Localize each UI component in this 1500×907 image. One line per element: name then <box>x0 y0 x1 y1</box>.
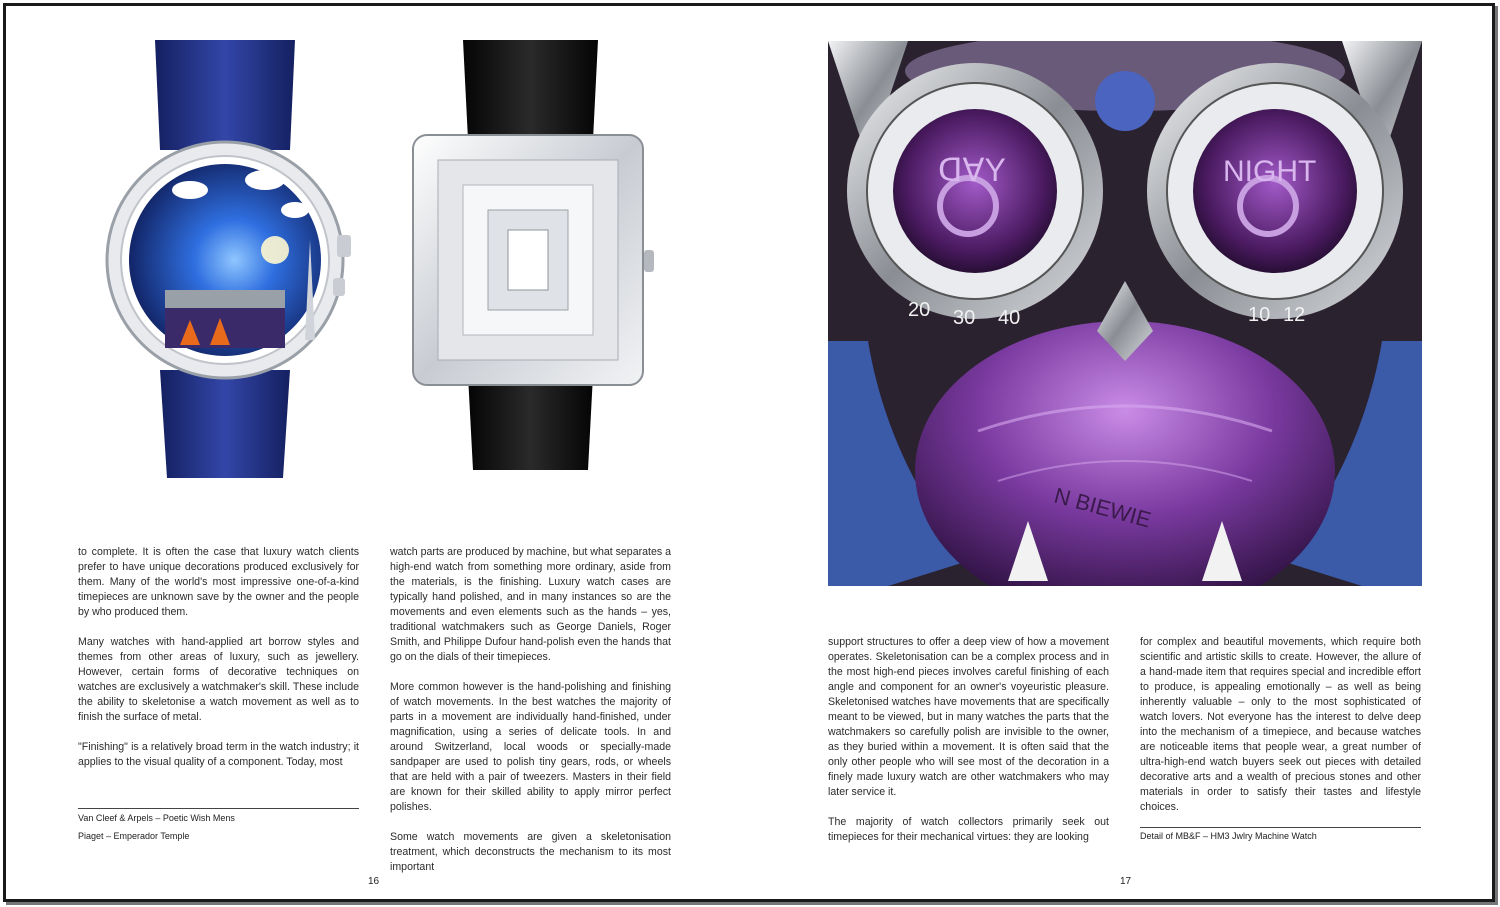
paragraph: for complex and beautiful movements, which require both scientific and artistic skills to create. However, the allure of a hand-made item that requires special and incredible effort to produce, is appealing emotionally – as well as being inherently valuable – only to the most sophisticated of watch lovers. Not everyone has the interest to delve deep into the mechanism of a timepiece, and because watches are noticeable items that people wear, a great number of ultra-high-end watch buyers seek out pieces with detailed decorative arts and a wealth of precious stones and other materials in order to satisfy their tastes and lifestyle choices. <box>1140 636 1421 813</box>
paragraph: Some watch movements are given a skeletonisation treatment, which deconstructs the mechanism to its most important <box>390 831 671 873</box>
paragraph: support structures to offer a deep view of how a movement operates. Skeletonisation can be a complex process and in the most high-end pieces involves careful finishing of each angle and component for an owner's voyeuristic pleasure. Skeletonised watches have movements that are specifically meant to be viewed, but in many watches the parts that the watchmakers so carefully polish are invisible to the owner, as they buried within a movement. It is often said that the only other people who will see most of the decoration in a finely made luxury watch are other watchmakers who may later service it. <box>828 636 1109 798</box>
mbf-owl-watch-photo <box>828 41 1422 586</box>
caption-divider <box>78 808 359 809</box>
ring-num: 20 <box>908 299 931 321</box>
ring-num: 30 <box>953 307 976 329</box>
paragraph: to complete. It is often the case that luxury watch clients prefer to have unique decorations produced exclusively for them. Many of the world's most impressive one-of-a-kind timepieces are unknown save by the owner and the people by who produced them. <box>78 546 359 618</box>
ring-num: 12 <box>1283 304 1306 326</box>
page-number-left: 16 <box>368 876 380 887</box>
paragraph: More common however is the hand-polishing and finishing of watch movements. In the best watches the majority of parts in a movement are individually hand-finished, under magnification, using a series of delicate tools. In and around Switzerland, local woods or specially-made sandpaper are used to polish tiny gears, rods, or wheels that are held with a pair of tweezers. Masters in their field are known for their skilled ability to apply mirror perfect polishes. <box>390 681 671 813</box>
paragraph: Many watches with hand-applied art borrow styles and themes from other areas of luxury, such as jewellery. However, certain forms of decorative techniques on watches are exclusively a watchmaker's skill. These include the ability to skeletonise a watch movement as well as to finish the surface of metal. <box>78 636 359 723</box>
ring-num: 10 <box>1248 304 1271 326</box>
dial-text-day: ᗡ∀Y <box>938 152 1006 188</box>
left-page-column-1 <box>78 545 359 785</box>
van-cleef-watch-image <box>95 40 365 480</box>
paragraph: "Finishing" is a relatively broad term in the watch industry; it applies to the visual quality of a component. Today, most <box>78 741 359 768</box>
amethyst-engraving: N BIEWIE <box>1051 482 1154 533</box>
piaget-watch-image <box>408 40 658 480</box>
caption-van-cleef: Van Cleef & Arpels – Poetic Wish Mens <box>78 813 235 823</box>
caption-divider <box>1140 827 1421 828</box>
right-page-column-2 <box>1140 635 1421 830</box>
ring-num: 40 <box>998 307 1021 329</box>
right-page-column-1 <box>828 635 1109 860</box>
paragraph: watch parts are produced by machine, but what separates a high-end watch from something more ordinary, aside from the materials, is the finishing. Luxury watch cases are typically hand polished, and in many instances so are the movements and even elements such as the hands – yes, traditional watchmakers such as George Daniels, Roger Smith, and Philippe Dufour hand-polish even the hands that go on the dials of their timepieces. <box>390 546 671 663</box>
dial-text-night: NIGHT <box>1223 155 1317 188</box>
caption-mbf: Detail of MB&F – HM3 Jwlry Machine Watch <box>1140 831 1317 841</box>
left-page-column-2 <box>390 545 671 890</box>
paragraph: The majority of watch collectors primarily seek out timepieces for their mechanical virtues: they are looking <box>828 816 1109 843</box>
page-number-right: 17 <box>1120 876 1132 887</box>
caption-piaget: Piaget – Emperador Temple <box>78 831 190 841</box>
